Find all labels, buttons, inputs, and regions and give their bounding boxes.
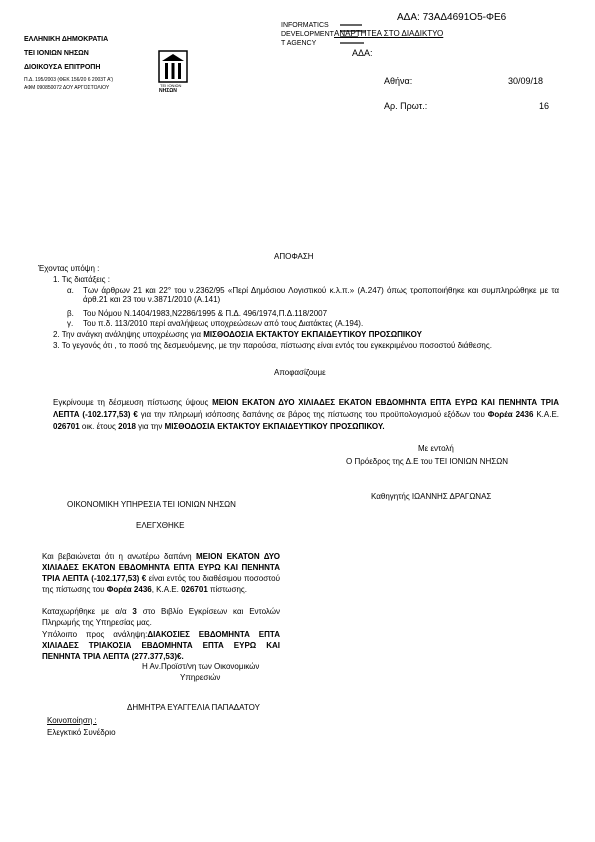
logo-caption-2: ΝΗΣΩΝ [159, 88, 177, 94]
remaining-amount: ΔΙΑΚΟΣΙΕΣ ΕΒΔΟΜΗΝΤΑ ΕΠΤΑ ΧΙΛΙΑΔΕΣ ΤΡΙΑΚΟΣΙΑ ΕΒΔΟΜΗΝΤΑ ΕΠΤΑ ΕΥΡΩ ΚΑΙ ΠΕΝΗΝΤΑ ΤΡΙΑ ΛΕΠΤΑ (277.377,53)€. [42, 630, 280, 661]
certification-paragraph [42, 551, 280, 595]
head-title-1: Η Αν.Προϊστ/νη των Οικονομικών [142, 662, 260, 671]
protocol-value: 16 [539, 101, 550, 111]
item-b-label: β. [67, 309, 74, 318]
registration-number: 3 [132, 607, 137, 616]
certification-text: Και βεβαιώνεται ότι η ανωτέρω δαπάνη [42, 552, 197, 561]
certification-code: 026701 [181, 585, 208, 594]
certification-text-4: πίστωσης. [207, 585, 247, 594]
approval-year: 2018 [118, 422, 136, 431]
approval-text-2: για την πληρωμή ισόποσης δαπάνης σε βάρος της πίστωσης του προϋπολογισμού εξόδων του [137, 410, 488, 419]
date-label: Αθήνα: [384, 76, 413, 86]
remaining-paragraph [42, 629, 280, 662]
certification-text-3: , Κ.Α.Ε. [151, 585, 182, 594]
approval-text-4: οικ. έτους [79, 422, 119, 431]
item-1: 1. Τις διατάξεις : [53, 275, 110, 284]
item-a-label: α. [67, 286, 74, 295]
item-2-text: 2. Την ανάγκη ανάληψης υποχρέωσης για [53, 330, 204, 339]
remaining-label: Υπόλοιπο προς ανάληψη: [42, 630, 148, 639]
certification-text-2: είναι εντός του διαθέσιμου ποσοστού της πίστωσης του [42, 574, 280, 594]
checked-title: ΕΛΕΓΧΘΗΚΕ [136, 521, 185, 530]
item-c-label: γ. [67, 319, 74, 328]
item-a-text: Των άρθρων 21 και 22° του ν.2362/95 «Περί Δημόσιου Λογιστικού κ.λ.π.» (Α.247) όπως τροποποιήθηκε και συμπληρώθηκε με τα άρθ.21 και 23 του ν.3871/2010 (Α.141) [83, 286, 559, 305]
org-line-3: ΔΙΟΙΚΟΥΣΑ ΕΠΙΤΡΟΠΗ [24, 64, 101, 71]
approval-text-3: Κ.Α.Ε. [533, 410, 560, 419]
having-in-mind: Έχοντας υπόψη : [38, 264, 100, 273]
approval-body: Φορέα 2436 [487, 410, 534, 419]
registration-paragraph [42, 606, 280, 628]
org-decree: Π.Δ. 195/2003 (ΦΕΚ 156/20 6 2003Τ Α') [24, 77, 114, 83]
approval-text: Εγκρίνουμε τη δέσμευση πίστωσης ύψους [53, 398, 213, 407]
stamp-line-1: INFORMATICS [281, 22, 329, 29]
by-order: Με εντολή [418, 444, 454, 453]
head-title-2: Υπηρεσιών [180, 673, 221, 682]
ada-label: ΑΔΑ: [352, 48, 373, 58]
item-2 [53, 330, 422, 339]
ada-header: ΑΔΑ: 73ΑΔ4691Ο5-ΦΕ6 [397, 12, 507, 23]
org-line-1: ΕΛΛΗΝΙΚΗ ΔΗΜΟΚΡΑΤΙΑ [24, 36, 109, 43]
item-3: 3. Το γεγονός ότι , το ποσό της δεσμευόμενης, με την παρούσα, πίστωσης είναι εντός του εγκεκριμένου ποσοστού διάθεσης. [53, 341, 492, 350]
notify-label: Κοινοποίηση : [47, 716, 97, 725]
date-value: 30/09/18 [508, 76, 544, 86]
approval-amount: ΜΕΙΟΝ ΕΚΑΤΟΝ ΔΥΟ ΧΙΛΙΑΔΕΣ ΕΚΑΤΟΝ ΕΒΔΟΜΗΝΤΑ ΕΠΤΑ ΕΥΡΩ ΚΑΙ ΠΕΝΗΝΤΑ ΤΡΙΑ ΛΕΠΤΑ (-102.177,53) € [53, 398, 559, 419]
item-b-text: Του Νόμου Ν.1404/1983,Ν2286/1995 & Π.Δ. 496/1974,Π.Δ.118/2007 [83, 309, 328, 318]
certification-body: Φορέα 2436 [106, 585, 152, 594]
registration-text: Καταχωρήθηκε με α/α [42, 607, 133, 616]
org-line-2: ΤΕΙ ΙΟΝΙΩΝ ΝΗΣΩΝ [24, 50, 89, 57]
approval-code: 026701 [53, 422, 80, 431]
registration-text-2: στο Βιβλίο Εγκρίσεων και Εντολών Πληρωμής της Υπηρεσίας μας. [42, 607, 281, 627]
protocol-label: Αρ. Πρωτ.: [384, 101, 428, 111]
decision-title: ΑΠΟΦΑΣΗ [274, 252, 314, 261]
president-title: Ο Πρόεδρος της Δ.Ε του ΤΕΙ ΙΟΝΙΩΝ ΝΗΣΩΝ [346, 457, 508, 466]
certification-amount: ΜΕΙΟΝ ΕΚΑΤΟΝ ΔΥΟ ΧΙΛΙΑΔΕΣ ΕΚΑΤΟΝ ΕΒΔΟΜΗΝΤΑ ΕΠΤΑ ΕΥΡΩ ΚΑΙ ΠΕΝΗΝΤΑ ΤΡΙΑ ΛΕΠΤΑ (-102.177,53) € [42, 552, 280, 583]
org-tax-id: ΑΦΜ 090850072 ΔΟΥ ΑΡΓΟΣΤΟΛΙΟΥ [24, 85, 110, 91]
stamp-title: ΑΝΑΡΤΗΤΕΑ ΣΤΟ ΔΙΑΔΙΚΤΥΟ [334, 29, 444, 38]
approval-subject: ΜΙΣΘΟΔΟΣΙΑ ΕΚΤΑΚΤΟΥ ΕΚΠΑΙΔΕΥΤΙΚΟΥ ΠΡΟΣΩΠΙΚΟΥ. [164, 422, 385, 431]
notify-recipient: Ελεγκτικό Συνέδριο [47, 728, 116, 737]
signer-name: Καθηγητής ΙΩΑΝΝΗΣ ΔΡΑΓΩΝΑΣ [371, 492, 492, 501]
we-decide: Αποφασίζουμε [274, 368, 326, 377]
logo-caption-1: ΤΕΙ ΙΟΝΙΩΝ [160, 83, 182, 88]
head-name: ΔΗΜΗΤΡΑ ΕΥΑΓΓΕΛΙΑ ΠΑΠΑΔΑΤΟΥ [127, 703, 260, 712]
stamp-line-2: DEVELOPMENT [281, 31, 334, 38]
approval-text-5: για την [135, 422, 165, 431]
item-2-subject: ΜΙΣΘΟΔΟΣΙΑ ΕΚΤΑΚΤΟΥ ΕΚΠΑΙΔΕΥΤΙΚΟΥ ΠΡΟΣΩΠΙΚΟΥ [203, 330, 422, 339]
stamp-line-3: T AGENCY [281, 40, 317, 47]
finance-service-title: ΟΙΚΟΝΟΜΙΚΗ ΥΠΗΡΕΣΙΑ ΤΕΙ ΙΟΝΙΩΝ ΝΗΣΩΝ [67, 500, 236, 509]
item-c-text: Του π.δ. 113/2010 περί αναλήψεως υποχρεώσεων από τους Διατάκτες (Α.194). [83, 319, 364, 328]
approval-paragraph [53, 397, 559, 433]
